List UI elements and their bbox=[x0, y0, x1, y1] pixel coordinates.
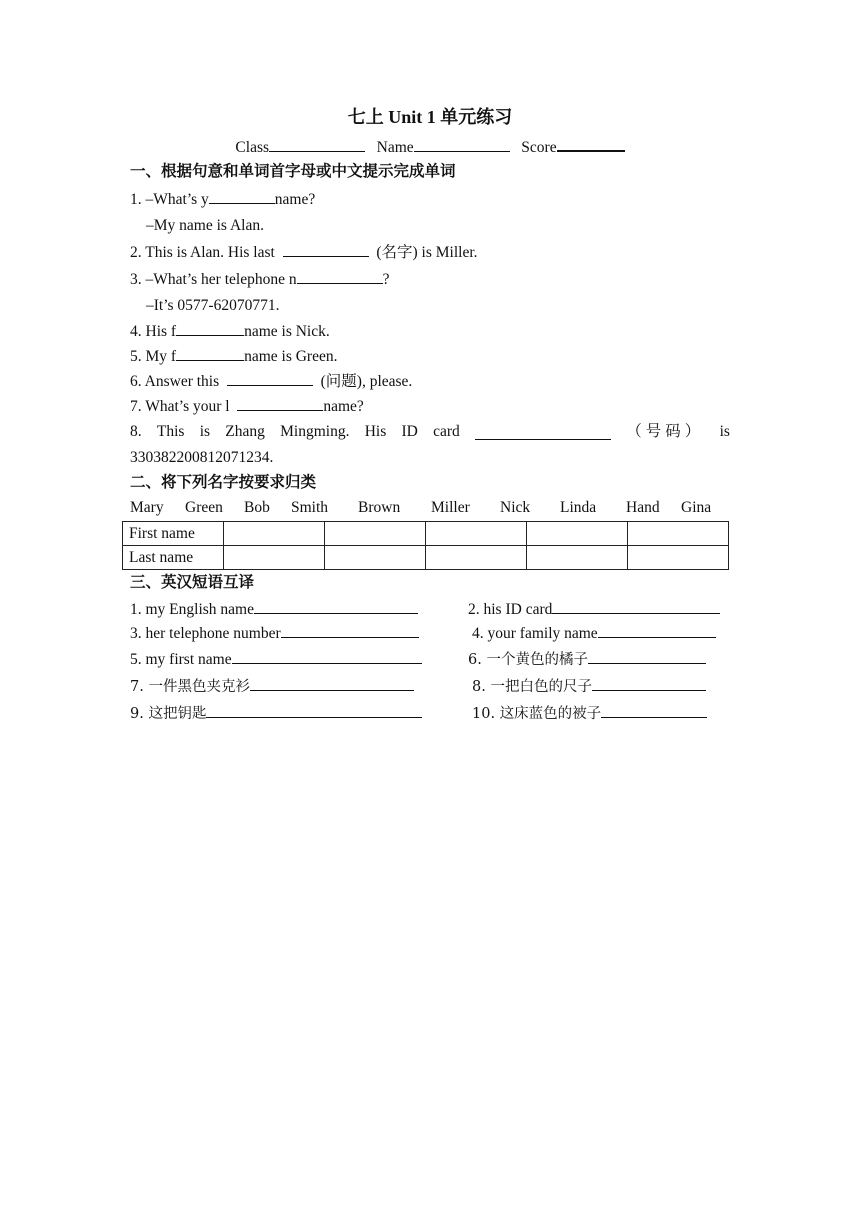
phrase-blank[interactable] bbox=[254, 599, 418, 614]
q6-text: 6. Answer this bbox=[130, 373, 220, 390]
q3a-text: 3. –What’s her telephone n bbox=[130, 271, 297, 288]
question-7 bbox=[130, 396, 364, 417]
table-cell[interactable] bbox=[224, 546, 325, 570]
table-cell[interactable] bbox=[325, 546, 426, 570]
phrase-item bbox=[130, 623, 419, 644]
phrase-blank[interactable] bbox=[598, 623, 716, 638]
phrase-item bbox=[468, 599, 720, 620]
q4-text: 4. His f bbox=[130, 323, 177, 340]
q8-word: Mingming. bbox=[280, 423, 350, 440]
question-6 bbox=[130, 371, 412, 392]
classification-table bbox=[122, 521, 729, 570]
q8-word: 8. bbox=[130, 423, 142, 440]
class-blank[interactable] bbox=[269, 137, 365, 152]
phrase-text: 6. 一个黄色的橘子 bbox=[468, 652, 588, 668]
name-blank[interactable] bbox=[414, 137, 510, 152]
phrase-text: 1. my English name bbox=[130, 601, 254, 618]
score-label: Score bbox=[521, 139, 557, 156]
name-word: Linda bbox=[560, 499, 597, 516]
phrase-item bbox=[468, 649, 706, 670]
phrase-item bbox=[130, 599, 418, 620]
name-word: Gina bbox=[681, 499, 712, 516]
phrase-item bbox=[472, 676, 706, 697]
name-word: Smith bbox=[291, 499, 329, 516]
q1-blank[interactable] bbox=[209, 189, 275, 204]
name-word: Mary bbox=[130, 499, 164, 516]
phrase-item bbox=[130, 649, 422, 670]
phrase-text: 7. 一件黑色夹克衫 bbox=[130, 679, 250, 695]
phrase-text: 4. your family name bbox=[472, 625, 598, 642]
q8-word: His bbox=[364, 423, 387, 440]
name-label: Name bbox=[376, 139, 414, 156]
table-cell[interactable] bbox=[527, 522, 628, 546]
q7-text: 7. What’s your l bbox=[130, 398, 230, 415]
q3a-text-end: ? bbox=[382, 271, 390, 288]
q8-word: ID bbox=[401, 423, 418, 440]
phrase-blank[interactable] bbox=[601, 703, 707, 718]
q5-text: 5. My f bbox=[130, 348, 177, 365]
phrase-text: 9. 这把钥匙 bbox=[130, 706, 207, 722]
section1-heading: 一、根据句意和单词首字母或中文提示完成单词 bbox=[130, 163, 456, 180]
phrase-text: 2. his ID card bbox=[468, 601, 553, 618]
name-word: Green bbox=[185, 499, 223, 516]
q7-blank[interactable] bbox=[237, 396, 323, 411]
score-blank[interactable] bbox=[557, 136, 625, 152]
phrase-blank[interactable] bbox=[281, 623, 419, 638]
table-cell[interactable] bbox=[426, 522, 527, 546]
section2-heading: 二、将下列名字按要求归类 bbox=[130, 474, 317, 491]
q4-blank[interactable] bbox=[176, 321, 244, 336]
q2-text: 2. This is Alan. His last bbox=[130, 244, 275, 261]
name-word: Brown bbox=[358, 499, 401, 516]
student-info-line bbox=[0, 136, 860, 158]
q7-text-end: name? bbox=[323, 398, 364, 415]
table-cell[interactable] bbox=[628, 522, 729, 546]
question-1b: –My name is Alan. bbox=[146, 217, 264, 234]
table-row bbox=[123, 546, 729, 570]
question-3a bbox=[130, 269, 389, 290]
name-word: Hand bbox=[626, 499, 660, 516]
row-label-first-name: First name bbox=[123, 522, 224, 546]
q6-text-end: (问题), please. bbox=[320, 373, 413, 390]
phrase-item bbox=[472, 623, 716, 644]
class-label: Class bbox=[235, 139, 270, 156]
q5-text-end: name is Green. bbox=[244, 348, 338, 365]
question-3b: –It’s 0577-62070771. bbox=[146, 297, 280, 314]
phrase-item bbox=[130, 703, 422, 724]
question-2 bbox=[130, 242, 478, 263]
page-title: 七上 Unit 1 单元练习 bbox=[347, 107, 513, 127]
phrase-blank[interactable] bbox=[206, 703, 422, 718]
phrase-text: 10. 这床蓝色的被子 bbox=[472, 706, 602, 722]
table-cell[interactable] bbox=[224, 522, 325, 546]
name-word: Bob bbox=[244, 499, 270, 516]
question-8-line2: 330382200812071234. bbox=[130, 449, 274, 466]
q1a-text: 1. –What’s y bbox=[130, 191, 209, 208]
q8-word: Zhang bbox=[225, 423, 265, 440]
name-word: Nick bbox=[500, 499, 531, 516]
name-word: Miller bbox=[431, 499, 470, 516]
question-5 bbox=[130, 346, 337, 367]
question-1a bbox=[130, 189, 315, 210]
q8-word: card bbox=[433, 423, 460, 440]
q6-blank[interactable] bbox=[227, 371, 313, 386]
q8-word: is bbox=[199, 423, 211, 440]
table-row bbox=[123, 522, 729, 546]
table-cell[interactable] bbox=[325, 522, 426, 546]
phrase-blank[interactable] bbox=[250, 676, 414, 691]
phrase-text: 8. 一把白色的尺子 bbox=[472, 679, 592, 695]
q4-text-end: name is Nick. bbox=[244, 323, 330, 340]
q5-blank[interactable] bbox=[176, 346, 244, 361]
phrase-blank[interactable] bbox=[592, 676, 706, 691]
phrase-item bbox=[472, 703, 707, 724]
phrase-text: 5. my first name bbox=[130, 651, 232, 668]
table-cell[interactable] bbox=[527, 546, 628, 570]
phrase-item bbox=[130, 676, 414, 697]
table-cell[interactable] bbox=[426, 546, 527, 570]
q8-blank[interactable] bbox=[475, 425, 611, 440]
section3-heading: 三、英汉短语互译 bbox=[130, 574, 255, 591]
q8-word: This bbox=[156, 423, 185, 440]
q3-blank[interactable] bbox=[297, 269, 383, 284]
q8-word: is bbox=[719, 423, 730, 440]
phrase-text: 3. her telephone number bbox=[130, 625, 281, 642]
phrase-blank[interactable] bbox=[232, 649, 422, 664]
q8-hint: （号码） bbox=[626, 423, 705, 440]
q2-text-end: (名字) is Miller. bbox=[376, 244, 478, 261]
phrase-blank[interactable] bbox=[552, 599, 720, 614]
q1a-text-end: name? bbox=[274, 191, 316, 208]
question-4 bbox=[130, 321, 330, 342]
question-8 bbox=[130, 422, 730, 442]
row-label-last-name: Last name bbox=[123, 546, 224, 570]
table-cell[interactable] bbox=[628, 546, 729, 570]
phrase-blank[interactable] bbox=[588, 649, 706, 664]
q2-blank[interactable] bbox=[283, 242, 369, 257]
